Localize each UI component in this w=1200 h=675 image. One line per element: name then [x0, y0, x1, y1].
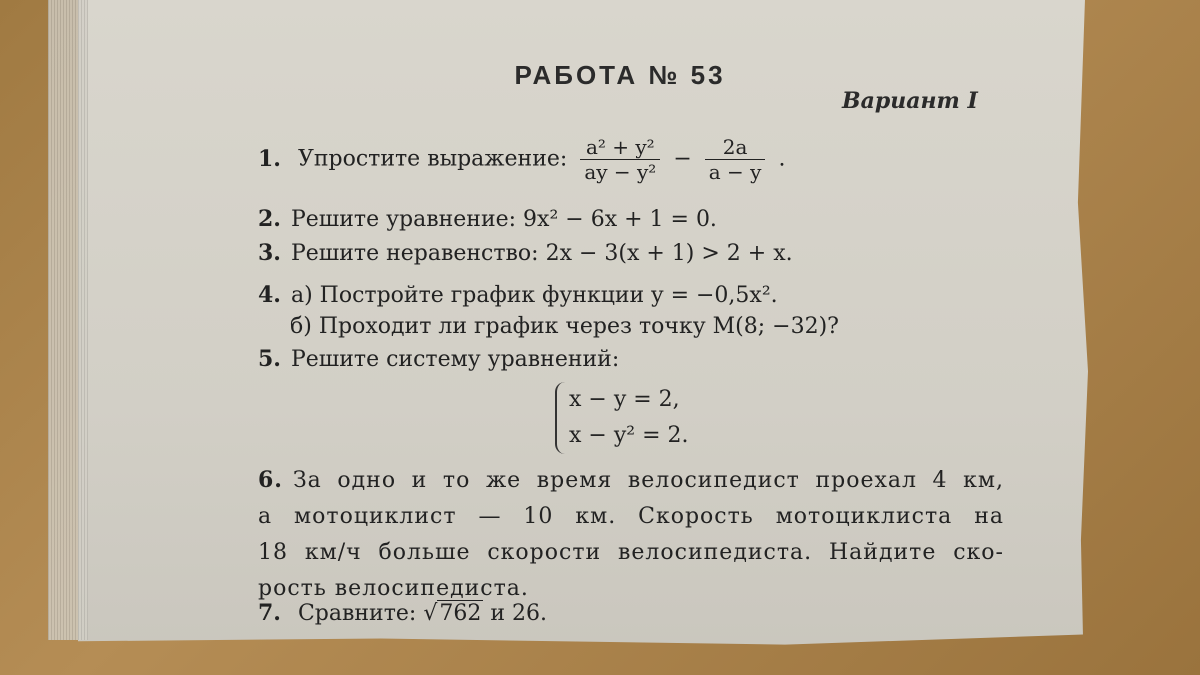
task-number: 1. — [258, 145, 281, 172]
task-text: а) Постройте график функции y = −0,5x². — [290, 283, 778, 308]
task-7: 7. Сравните: √762 и 26. — [258, 600, 548, 626]
task-2: 2. Решите уравнение: 9x² − 6x + 1 = 0. — [258, 206, 717, 232]
equation-system — [555, 382, 689, 454]
fraction-1: $\frac{\text{a² + y²}}{\text{ay − y²}}$ — [580, 135, 660, 184]
task-3: 3. Решите неравенство: 2x − 3(x + 1) > 2 + x. — [258, 240, 793, 266]
task-text: б) Проходит ли график через точку M(8; −32)? — [290, 314, 839, 339]
task-5: 5. Решите систему уравнений: — [258, 346, 620, 372]
task-text: Решите систему уравнений: — [290, 347, 620, 372]
task-4b — [290, 314, 839, 339]
task-4a: 4. а) Постройте график функции y = −0,5x². — [258, 282, 778, 308]
sqrt-value: 762 — [439, 601, 482, 626]
binding-spine — [48, 0, 88, 640]
task-text: Сравните: — [297, 601, 417, 626]
task-text: Решите уравнение: 9x² − 6x + 1 = 0. — [290, 207, 717, 232]
fraction-2: $\frac{2a}{a - y}$ — [705, 135, 766, 184]
page-title: РАБОТА № 53 — [514, 60, 726, 90]
task-text: Упростите выражение: — [297, 146, 568, 172]
equation-1: x − y = 2, — [569, 387, 680, 412]
task-6: 6. За одно и то же время велосипедист проехал 4 км, а мотоциклист — 10 км. Скорость мотоциклиста на 18 км/ч больше скорости велосипедиста. Найдите ско- рость велосипедиста. — [258, 467, 1004, 601]
variant-label: Вариант I — [842, 88, 978, 114]
task-1: 1. Упростите выражение: $\frac{\text{a² + y²}}{\text{ay − y²}}$ − $\frac{2a}{a - y}$ . — [258, 135, 786, 184]
minus-sign: − — [673, 146, 692, 172]
task-text: Решите неравенство: 2x − 3(x + 1) > 2 + x. — [290, 241, 793, 266]
sqrt-sign: √ — [423, 601, 438, 626]
equation-2: x − y² = 2. — [569, 423, 689, 448]
